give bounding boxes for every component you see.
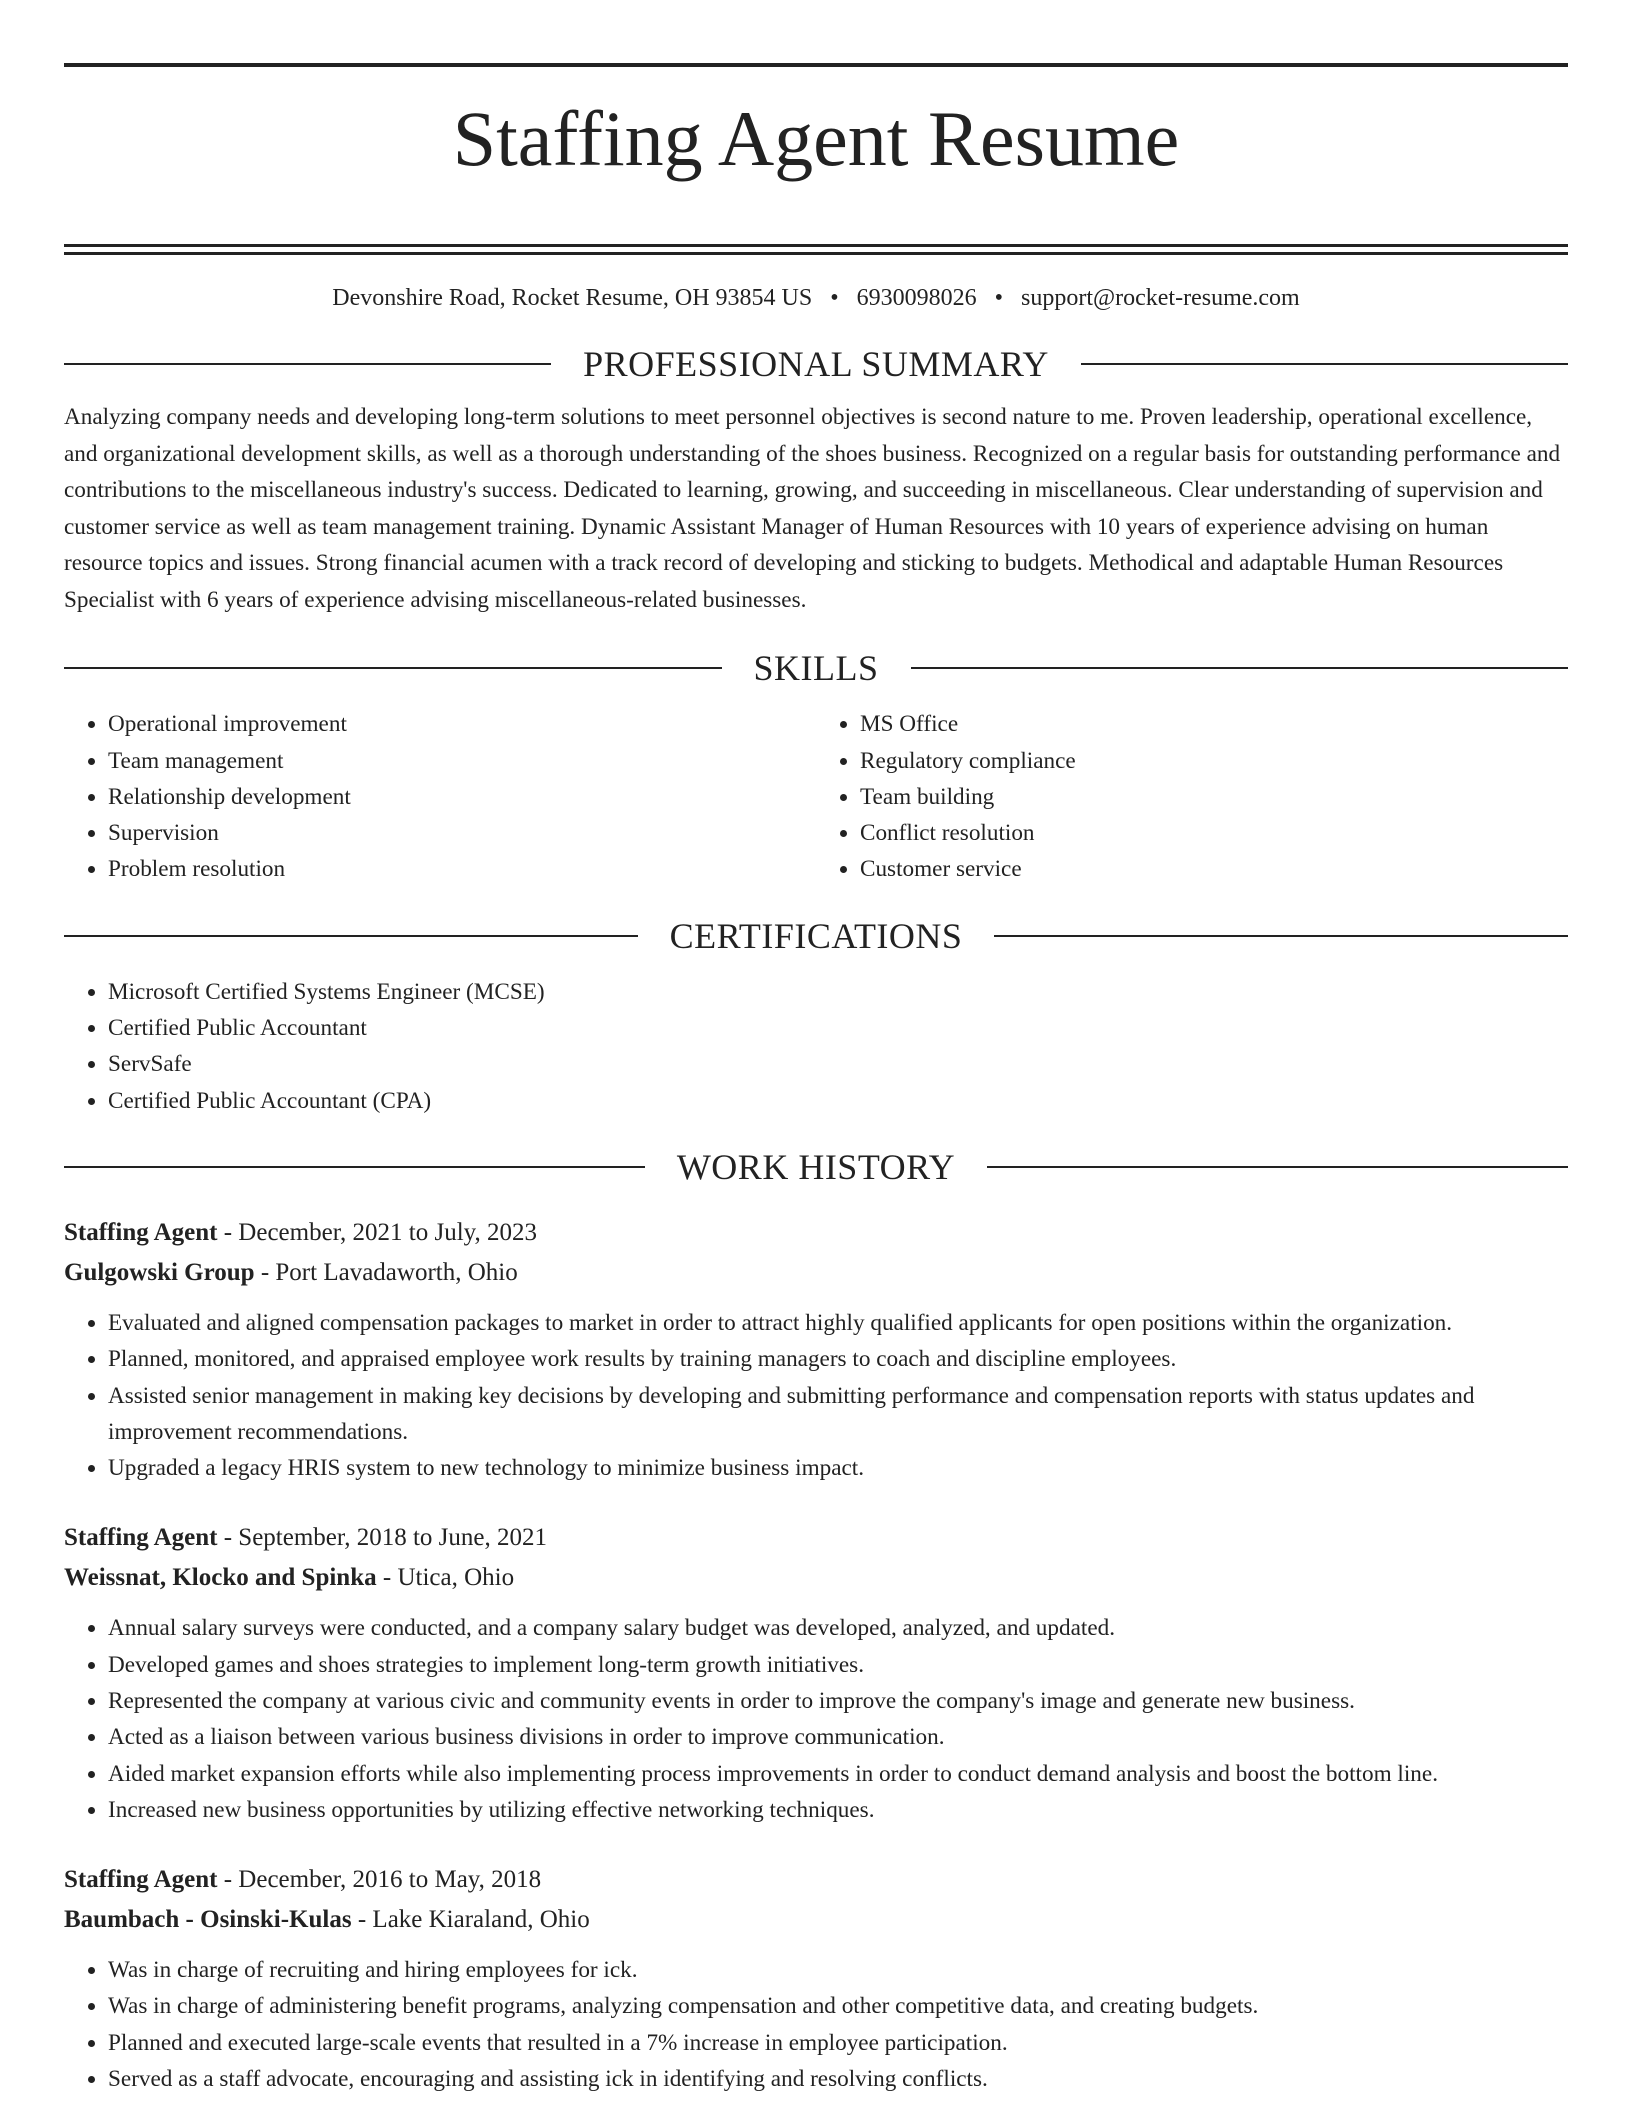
- section-title-work: WORK HISTORY: [676, 1146, 956, 1187]
- skill-item: • Team management: [108, 743, 816, 779]
- top-divider: [64, 63, 1568, 67]
- skill-item: • Customer service: [860, 851, 1568, 887]
- job-bullet: • Represented the company at various civic and community events in order to improve the company's image and generate new business.: [108, 1683, 1568, 1719]
- section-rule: [64, 935, 638, 937]
- job-dates: - December, 2016 to May, 2018: [217, 1866, 542, 1894]
- job-dates: - December, 2021 to July, 2023: [217, 1218, 538, 1246]
- job-bullet: • Annual salary surveys were conducted, and a company salary budget was developed, analyzed, and updated.: [108, 1610, 1568, 1646]
- job-location: - Lake Kiaraland, Ohio: [351, 1906, 590, 1934]
- section-rule: [64, 1166, 645, 1168]
- job-company: Weissnat, Klocko and Spinka: [64, 1564, 377, 1592]
- job-title-line: [64, 1860, 1568, 1900]
- skill-item: • Team building: [860, 779, 1568, 815]
- job-bullet: • Aided market expansion efforts while also implementing process improvements in order to conduct demand analysis and boost the bottom line.: [108, 1756, 1568, 1792]
- skill-item: • Operational improvement: [108, 706, 816, 742]
- certifications-list: [64, 974, 1568, 1119]
- skills-column-right: [816, 706, 1568, 887]
- job-bullet: • Developed games and shoes strategies to implement long-term growth initiatives.: [108, 1647, 1568, 1683]
- job-bullet: • Upgraded a legacy HRIS system to new technology to minimize business impact.: [108, 1450, 1568, 1486]
- job-entry: [64, 1860, 1568, 2097]
- section-header-skills: [64, 646, 1568, 690]
- contact-separator: •: [830, 285, 839, 312]
- job-bullet: • Increased new business opportunities by utilizing effective networking techniques.: [108, 1792, 1568, 1828]
- skills-list: [64, 706, 1568, 887]
- title-double-divider: [64, 244, 1568, 255]
- skills-column-left: [64, 706, 816, 887]
- skill-item: • Relationship development: [108, 779, 816, 815]
- skill-item: • Supervision: [108, 815, 816, 851]
- skill-item: • Conflict resolution: [860, 815, 1568, 851]
- job-title: Staffing Agent: [64, 1524, 218, 1552]
- contact-email: support@rocket-resume.com: [1021, 285, 1300, 312]
- contact-line: [64, 280, 1568, 316]
- job-company-line: [64, 1253, 1568, 1293]
- job-title: Staffing Agent: [64, 1218, 218, 1246]
- job-company-line: [64, 1900, 1568, 1940]
- certification-item: • Certified Public Accountant: [108, 1010, 1568, 1046]
- job-company-line: [64, 1558, 1568, 1598]
- section-rule: [1081, 363, 1568, 365]
- job-bullet: • Was in charge of administering benefit programs, analyzing compensation and other competitive data, and creating budgets.: [108, 1988, 1568, 2024]
- job-company: Gulgowski Group: [64, 1258, 255, 1286]
- job-title: Staffing Agent: [64, 1866, 218, 1894]
- job-bullet: • Planned, monitored, and appraised employee work results by training managers to coach and discipline employees.: [108, 1341, 1568, 1377]
- section-rule: [911, 667, 1569, 669]
- job-entry: [64, 1213, 1568, 1486]
- job-location: - Port Lavadaworth, Ohio: [254, 1258, 518, 1286]
- job-bullets: [64, 1305, 1568, 1486]
- skill-item: • MS Office: [860, 706, 1568, 742]
- job-bullets: [64, 1952, 1568, 2097]
- job-bullet: • Served as a staff advocate, encouraging and assisting ick in identifying and resolving conflicts.: [108, 2061, 1568, 2097]
- certification-item: • ServSafe: [108, 1046, 1568, 1082]
- section-rule: [64, 667, 722, 669]
- job-bullet: • Evaluated and aligned compensation packages to market in order to attract highly qualified applicants for open positions within the organization.: [108, 1305, 1568, 1341]
- skill-item: • Problem resolution: [108, 851, 816, 887]
- job-title-line: [64, 1518, 1568, 1558]
- job-entry: [64, 1518, 1568, 1828]
- job-company: Baumbach - Osinski-Kulas: [64, 1906, 352, 1934]
- job-bullet: • Planned and executed large-scale events that resulted in a 7% increase in employee participation.: [108, 2025, 1568, 2061]
- certification-item: • Microsoft Certified Systems Engineer (MCSE): [108, 974, 1568, 1010]
- certification-item: • Certified Public Accountant (CPA): [108, 1083, 1568, 1119]
- job-bullet: • Acted as a liaison between various business divisions in order to improve communication.: [108, 1719, 1568, 1755]
- contact-separator: •: [994, 285, 1004, 312]
- section-rule: [987, 1166, 1568, 1168]
- section-title-skills: SKILLS: [753, 648, 879, 689]
- job-bullet: • Assisted senior management in making key decisions by developing and submitting performance and compensation reports with status updates and improvement recommendations.: [108, 1378, 1568, 1451]
- contact-address: Devonshire Road, Rocket Resume, OH 93854 US: [332, 285, 813, 312]
- contact-phone: 6930098026: [856, 285, 977, 312]
- page-title: Staffing Agent Resume: [452, 95, 1180, 182]
- section-header-work: [64, 1145, 1568, 1189]
- section-title-summary: PROFESSIONAL SUMMARY: [583, 344, 1049, 385]
- section-title-certifications: CERTIFICATIONS: [669, 915, 963, 956]
- section-header-summary: [64, 342, 1568, 386]
- job-title-line: [64, 1213, 1568, 1253]
- section-rule: [64, 363, 551, 365]
- job-bullets: [64, 1610, 1568, 1828]
- section-header-certifications: [64, 914, 1568, 958]
- summary-text: Analyzing company needs and developing long-term solutions to meet personnel objectives is second nature to me. Proven leadership, operational excellence, and organizational development skills, as well as a thorough understanding of the shoes business. Recognized on a regular basis for outstanding performance and contributions to the miscellaneous industry's success. Dedicated to learning, growing, and succeeding in miscellaneous. Clear understanding of supervision and customer service as well as team management training. Dynamic Assistant Manager of Human Resources with 10 years of experience advising on human resource topics and issues. Strong financial acumen with a track record of developing and sticking to budgets. Methodical and adaptable Human Resources Specialist with 6 years of experience advising miscellaneous-related businesses.: [64, 404, 1561, 613]
- skill-item: • Regulatory compliance: [860, 743, 1568, 779]
- job-location: - Utica, Ohio: [376, 1564, 515, 1592]
- job-dates: - September, 2018 to June, 2021: [217, 1524, 547, 1552]
- section-rule: [994, 935, 1568, 937]
- job-bullet: • Was in charge of recruiting and hiring employees for ick.: [108, 1952, 1568, 1988]
